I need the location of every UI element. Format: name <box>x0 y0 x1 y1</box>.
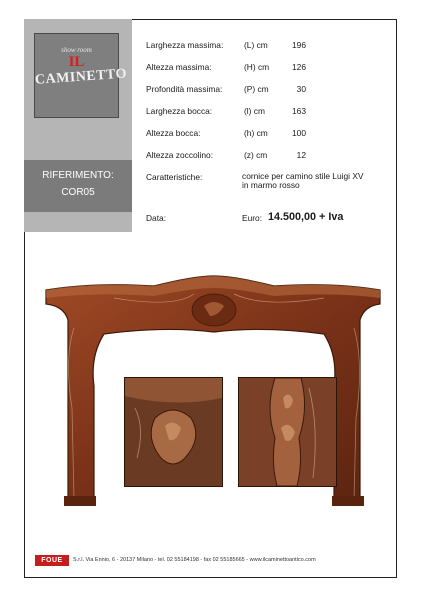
spec-label: Altezza massima: <box>146 62 212 72</box>
reference-box <box>24 160 132 212</box>
spec-value: 126 <box>292 62 306 72</box>
logo-tagline: show room <box>61 46 92 54</box>
detail-photo-leg-image <box>239 378 336 486</box>
footer-text: S.r.l. Via Ennio, 6 - 20137 Milano - tel. 02 55184198 - fax 02 55185665 - www.ilcaminettoantico.com <box>73 557 316 563</box>
spec-label: Larghezza massima: <box>146 40 224 50</box>
spec-value: 196 <box>292 40 306 50</box>
spec-unit: (h) cm <box>244 128 268 138</box>
right-foot <box>332 496 364 506</box>
detail-photo-cartouche <box>124 377 223 487</box>
price-amount: 14.500,00 + Iva <box>268 211 344 223</box>
spec-value: 163 <box>292 106 306 116</box>
logo-wordmark: CAMINETTO <box>34 66 128 88</box>
spec-label: Altezza zoccolino: <box>146 150 214 160</box>
features-label: Caratteristiche: <box>146 172 203 182</box>
spec-unit: (L) cm <box>244 40 268 50</box>
spec-label: Profondità massima: <box>146 84 223 94</box>
spec-value: 12 <box>296 150 306 160</box>
spec-unit: (z) cm <box>244 150 268 160</box>
features-line: in marmo rosso <box>242 180 300 190</box>
detail-photo-cartouche-image <box>125 378 222 486</box>
detail-photo-leg <box>238 377 337 487</box>
logo <box>34 33 128 118</box>
footer <box>35 554 385 570</box>
spec-unit: (P) cm <box>244 84 269 94</box>
spec-value: 100 <box>292 128 306 138</box>
spec-label: Altezza bocca: <box>146 128 201 138</box>
footer-logo: FOUE <box>35 555 69 566</box>
spec-value: 30 <box>296 84 306 94</box>
features-value <box>242 172 392 190</box>
features-line: cornice per camino stile Luigi XV <box>242 171 364 181</box>
spec-label: Larghezza bocca: <box>146 106 213 116</box>
spec-unit: (l) cm <box>244 106 265 116</box>
currency-label: Euro: <box>242 213 263 223</box>
reference-label: RIFERIMENTO: <box>42 170 114 181</box>
left-foot <box>64 496 96 506</box>
date-label: Data: <box>146 213 167 223</box>
spec-unit: (H) cm <box>244 62 270 72</box>
logo-il: IL <box>68 54 85 70</box>
reference-code: COR05 <box>61 187 95 198</box>
